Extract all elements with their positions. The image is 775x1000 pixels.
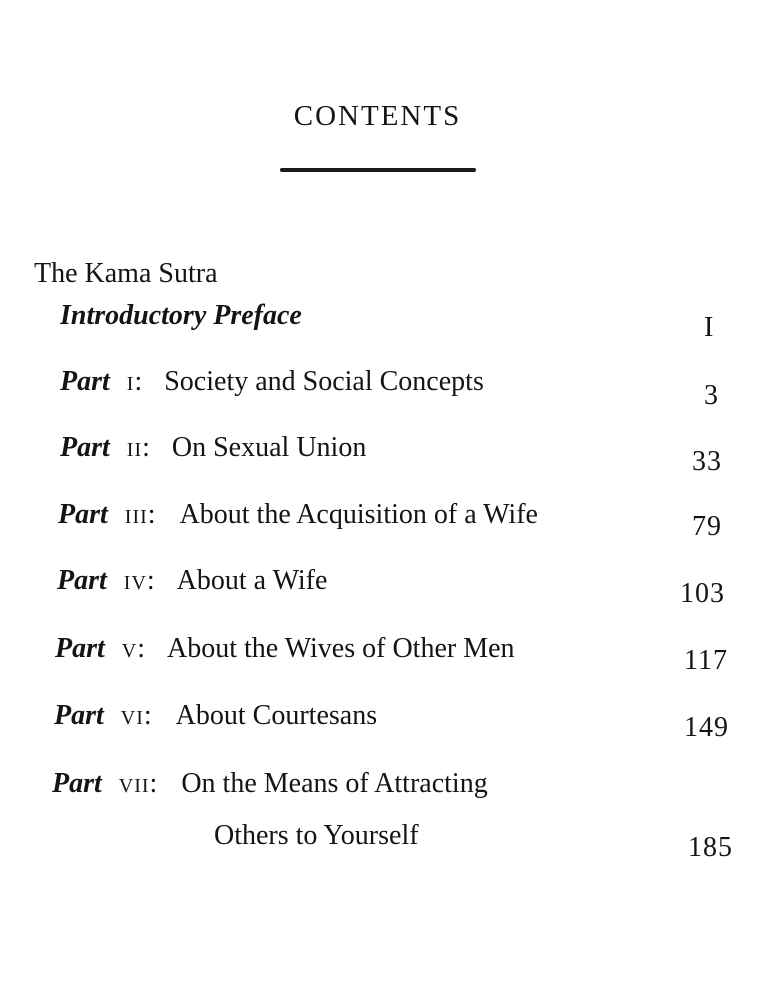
toc-entry-part-2 [60, 432, 366, 464]
part-numeral: iii: [124, 499, 157, 530]
toc-entry-part-1 [60, 366, 484, 398]
toc-page-number: 3 [704, 380, 719, 411]
toc-page-number: 149 [684, 712, 729, 743]
toc-page-number: 79 [692, 511, 722, 542]
toc-entry-part-7-continued [214, 820, 419, 852]
part-numeral: v: [121, 633, 147, 664]
part-numeral: i: [126, 366, 144, 397]
toc-entry-part-7 [52, 768, 488, 800]
toc-entry-part-6 [54, 700, 377, 732]
toc-entry-title: On the Means of Attracting [181, 768, 488, 799]
part-label: Part [60, 366, 110, 397]
toc-entry-title: About Courtesans [175, 700, 378, 731]
part-label: Part [57, 565, 107, 596]
toc-page-number: 185 [688, 832, 733, 863]
part-numeral: ii: [126, 432, 151, 463]
book-title: The Kama Sutra [34, 258, 218, 289]
toc-entry-title: Introductory Preface [60, 300, 302, 331]
part-numeral: vii: [118, 768, 159, 799]
toc-page-number: 33 [692, 446, 722, 477]
part-numeral: vi: [120, 700, 153, 731]
toc-entry-part-3 [58, 499, 538, 531]
part-label: Part [60, 432, 110, 463]
toc-page-number: 103 [680, 578, 725, 609]
toc-entry-title: About a Wife [176, 565, 328, 596]
part-numeral: iv: [123, 565, 156, 596]
toc-entry-title-continued: Others to Yourself [214, 820, 419, 851]
toc-page-number: 117 [684, 645, 728, 676]
toc-entry-part-5 [55, 633, 515, 665]
toc-entry-title: Society and Social Concepts [164, 366, 484, 397]
part-label: Part [58, 499, 108, 530]
part-label: Part [55, 633, 105, 664]
toc-entry-title: About the Acquisition of a Wife [179, 499, 538, 530]
part-label: Part [54, 700, 104, 731]
toc-page-number: I [704, 312, 715, 343]
toc-entry-part-4 [57, 565, 327, 597]
toc-entry-title: About the Wives of Other Men [167, 633, 515, 664]
title-rule [280, 168, 476, 172]
part-label: Part [52, 768, 102, 799]
page-title: CONTENTS [293, 100, 462, 132]
toc-entry-preface [60, 300, 302, 332]
toc-entry-title: On Sexual Union [171, 432, 367, 463]
